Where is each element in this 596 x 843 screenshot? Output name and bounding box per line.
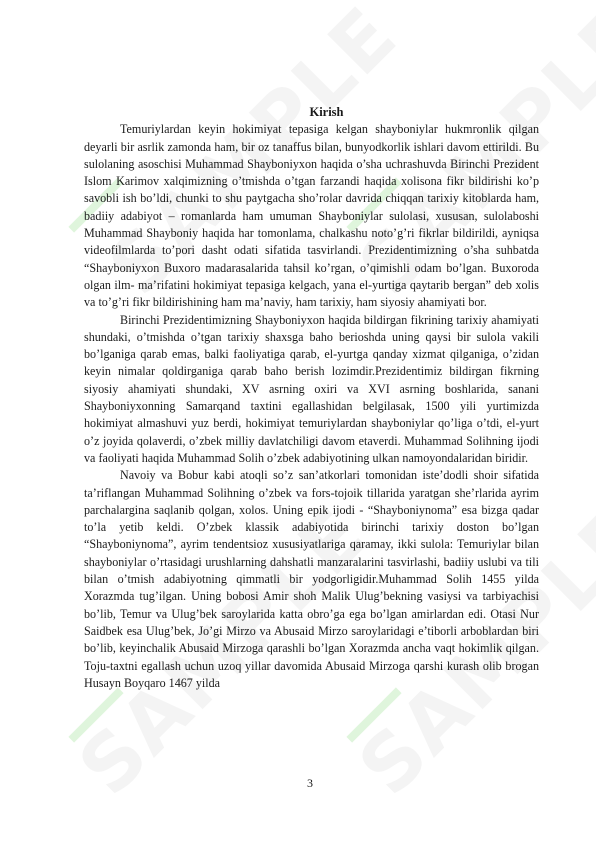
page-number: 3: [307, 776, 313, 790]
section-heading: Kirish: [309, 105, 344, 119]
paragraph: Birinchi Prezidentimizning Shayboniyxon haqida bildirgan fikrining tarixiy ahamiyati shundaki, o’tmishda o’tgan tarixiy shaxsga baho berioshda uning qaysi bir sulola vakili bo’lganiga qarab emas, balki faoliyatiga qarab, el-yurtga qanday xizmat qilganiga, o’zidan keyin nimalar qoldirganiga qarab baho berish lozimdir.Prezidentimiz bildirgan fikrning siyosiy ahamiyati shundaki, XV asrning oxiri va XVI asrning boshlarida, sanani Shayboniyxonning Samarqand taxtini egallashidan belgilasak, 1500 yili yurtimizda hokimiyat almashuvi yuz berdi, hokimiyat temuriylardan shayboniylar qo’liga o’tdi, el-yurt o’z joyida qolaverdi, o’zbek milliy davlatchiligi davom etaverdi. Muhammad Solihning ijodi va faoliyati haqida Muhammad Solih o’zbek adabiyotining ulkan namoyondalaridan biridir.: [84, 312, 539, 465]
paragraph: Navoiy va Bobur kabi atoqli so’z san’atkorlari tomonidan iste’dodli shoir sifatida ta’riflangan Muhammad Solihning o’zbek va fors-tojoik tillarida yaratgan she’rlarida ayrim parchalargina saqlanib qolgan, xolos. Uning epik ijodi - “Shayboniynoma” esa bizga qadar to’la yetib keldi. O’zbek klassik adabiyotida birinchi tarixiy doston bo’lgan “Shayboniynoma”, ayrim tendentsioz xususiyatlariga qaramay, ikki sulola: Temuriylar bilan shayboniylar o’rtasidagi urushlarning dahshatli manzaralarini tasvirlashi, badiiy uslubi va tili bilan o’tmish adabiyotning qimmatli bir yodgorligidir.Muhammad Solih 1455 yilda Xorazmda tug’ilgan. Uning bobosi Amir shoh Malik Ulug’bekning vasiysi va tarbiyachisi bo’lib, Temur va Ulug’bek saroylarida katta obro’ga ega bo’lgan amirlardan edi. Otasi Nur Saidbek esa Ulug’bek, Jo’gi Mirzo va Abusaid Mirzo saroylaridagi e’tiborli arboblardan biri bo’lib, keyinchalik Abusaid Mirzoga qarashli bo’lgan Xorazmda ancha vaqt hokimlik qilgan. Toju-taxtni egallash uchun uzoq yillar davomida Abusaid Mirzoga qarshi kurash olib brogan Husayn Boyqaro 1467 yilda: [84, 468, 539, 690]
paragraph: Temuriylardan keyin hokimiyat tepasiga kelgan shayboniylar hukmronlik qilgan deyarli bir asrlik zamonda ham, bir oz tanaffus bilan, bunyodkorlik ishlari davom ettirildi. Bu sulolaning asoschisi Muhammad Shayboniyxon haqida o’sha uchrashuvda Birinchi Prezident Islom Karimov xalqimizning o’tmishda o’tgan farzandi haqida xolisona fikr bildirishi ko’p savobli ish bo’ldi, chunki to shu paytgacha sho’rolar davrida chiqqan tarixiy kitoblarda ham, badiiy adabiyot – romanlarda ham umuman Shayboniylar sulolasi, xususan, sulolaboshi Muhammad Shayboniy haqida har tomonlama, chalkashu noto’g’ri fikrlar bildirildi, ayniqsa videofilmlarda to’pori dasht odati sifatida tasvirlandi. Prezidentimizning o’sha suhbatda “Shayboniyxon Buxoro madarasalarida tahsil ko’rgan, o’qimishli odam bo’lgan. Buxoroda olgan ilm- ma’rifatini hokimiyat tepasiga kelgach, yana el-yurtiga qaytarib bergan” deb xolis va to’g’ri fikr bildirishining ham ma’naviy, ham tarixiy, ham siyosiy ahamiyati bor.: [84, 122, 539, 310]
document-body: [84, 104, 539, 692]
